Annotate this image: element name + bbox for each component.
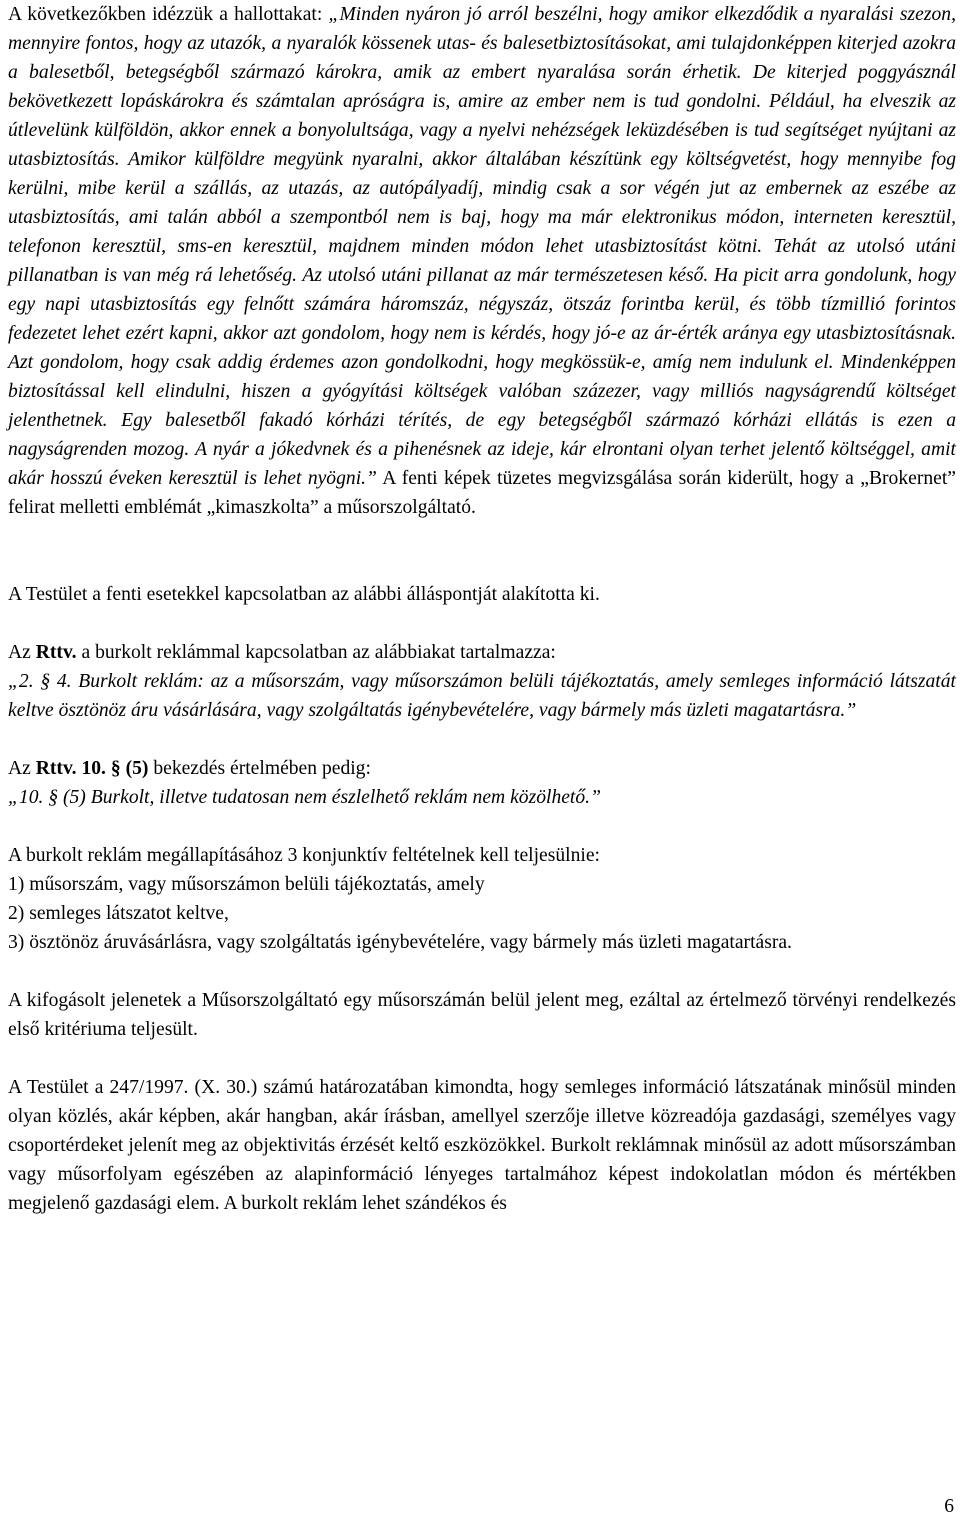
text-rest: a burkolt reklámmal kapcsolatban az alábbiakat tartalmazza: <box>76 642 556 663</box>
quote-followup: A fenti képek tüzetes megvizsgálása során kiderült, hogy a „Brokernet” felirat melletti emblémát „kimaszkolta” a műsorszolgáltató. <box>8 468 956 518</box>
condition-item-1: 1) műsorszám, vagy műsorszámon belüli tájékoztatás, amely <box>8 874 485 895</box>
condition-item-3: 3) ösztönöz áruvásárlásra, vagy szolgáltatás igénybevételére, vagy bármely más üzleti magatartásra. <box>8 932 792 953</box>
rttv-ref: Rttv. <box>35 642 77 663</box>
paragraph-rttv-10 <box>8 754 956 783</box>
paragraph-first-criterion: A kifogásolt jelenetek a Műsorszolgáltató egy műsorszámán belül jelent meg, ezáltal az értelmező törvényi rendelkezés első kritériuma teljesült. <box>8 990 956 1040</box>
paragraph-conditions: A burkolt reklám megállapításához 3 konjunktív feltételnek kell teljesülnie: <box>8 845 601 866</box>
quote-part-a: „Minden nyáron jó arról beszélni, hogy amikor elkezdődik a nyaralási szezon, mennyire fontos, hogy az utazók, a nyaralók kössenek utas- és balesetbiztosításokat, ami tulajdonképpen kiterjed azokra a balesetből, betegségből származó károkra, amik az embert nyaralása során érhetik. <box>8 4 956 83</box>
spacer <box>8 1044 956 1073</box>
paragraph-rttv-intro <box>8 638 956 667</box>
spacer <box>8 522 956 580</box>
intro-text: A következőkben idézzük a hallottakat: <box>8 4 329 25</box>
text-az: Az <box>8 642 36 663</box>
spacer <box>8 609 956 638</box>
document-page <box>8 0 956 1218</box>
rttv-quote-definition: „2. § 4. Burkolt reklám: az a műsorszám, vagy műsorszámon belüli tájékoztatás, amely semleges információ látszatát keltve ösztönöz áru vásárlására, vagy szolgáltatás igénybevételére, vagy bármely más üzleti magatartásra.” <box>8 671 956 721</box>
page-number: 6 <box>944 1496 954 1517</box>
condition-item-2: 2) semleges látszatot keltve, <box>8 903 229 924</box>
paragraph-quote-intro <box>8 0 956 522</box>
rttv-10-quote: „10. § (5) Burkolt, illetve tudatosan nem észlelhető reklám nem közölhető.” <box>8 787 601 808</box>
paragraph-decision: A Testület a 247/1997. (X. 30.) számú határozatában kimondta, hogy semleges információ látszatának minősül minden olyan közlés, akár képben, akár hangban, akár írásban, amellyel szerzője illetve közreadója gazdasági, személyes vagy csoportérdeket jelenít meg az objektivitás érzését keltő eszközökkel. Burkolt reklámnak minősül az adott műsorszámban vagy műsorfolyam egészében az alapinformáció lényeges tartalmához képest indokolatlan módon és mértékben megjelenő gazdasági elem. A burkolt reklám lehet szándékos és <box>8 1077 956 1214</box>
spacer <box>8 957 956 986</box>
quote-part-b: De kiterjed poggyásznál bekövetkezett lopáskárokra és számtalan apróságra is, amire az ember nem is tud gondolni. Például, ha elveszik az útlevelünk külföldön, akkor ennek a bonyolultsága, vagy a nyelvi nehézségek leküzdésében is tud segítséget nyújtani az utasbiztosítás. <box>8 62 956 170</box>
text-rest: bekezdés értelmében pedig: <box>148 758 371 779</box>
quote-part-c: Amikor külföldre megyünk nyaralni, akkor általában készítünk egy költségvetést, hogy mennyibe fog kerülni, mibe kerül a szállás, az utazás, az autópályadíj, mindig csak a sor végén jut az embernek az eszébe az utasbiztosítás, ami talán abból a szempontból nem is baj, hogy ma már elektronikus módon, interneten keresztül, telefonon keresztül, sms-en keresztül, majdnem minden módon lehet utasbiztosítást kötni. Tehát az utolsó utáni pillanatban is van még rá lehetőség. Az utolsó utáni pillanat az már természetesen késő. Ha picit arra gondolunk, hogy egy napi utasbiztosítás egy felnőtt számára háromszáz, négyszáz, ötszáz forintba kerül, és több tízmillió forintos fedezetet lehet ezért kapni, akkor azt gondolom, hogy nem is kérdés, hogy jó-e az ár-érték aránya egy utasbiztosításnak. Azt gondolom, hogy csak addig érdemes azon gondolkodni, hogy megkössük-e, amíg nem indulunk el. Mindenképpen biztosítással kell elindulni, hiszen a gyógyítási költségek valóban százezer, vagy milliós nagyságrendű költséget jelenthetnek. Egy balesetből fakadó kórházi térítés, de egy betegségből származó kórházi ellátás is ezen a nagyságrenden mozog. A nyár a jókedvnek és a pihenésnek az ideje, kár elrontani olyan terhet jelentő költséggel, amit akár hosszú éveken keresztül is lehet nyögni.” <box>8 149 956 489</box>
text-az: Az <box>8 758 36 779</box>
rttv-10-ref: Rttv. 10. <box>35 758 106 779</box>
spacer <box>8 725 956 754</box>
spacer <box>8 812 956 841</box>
paragraph-position: A Testület a fenti esetekkel kapcsolatban az alábbi álláspontját alakította ki. <box>8 584 600 605</box>
section-ref: § (5) <box>110 758 149 779</box>
